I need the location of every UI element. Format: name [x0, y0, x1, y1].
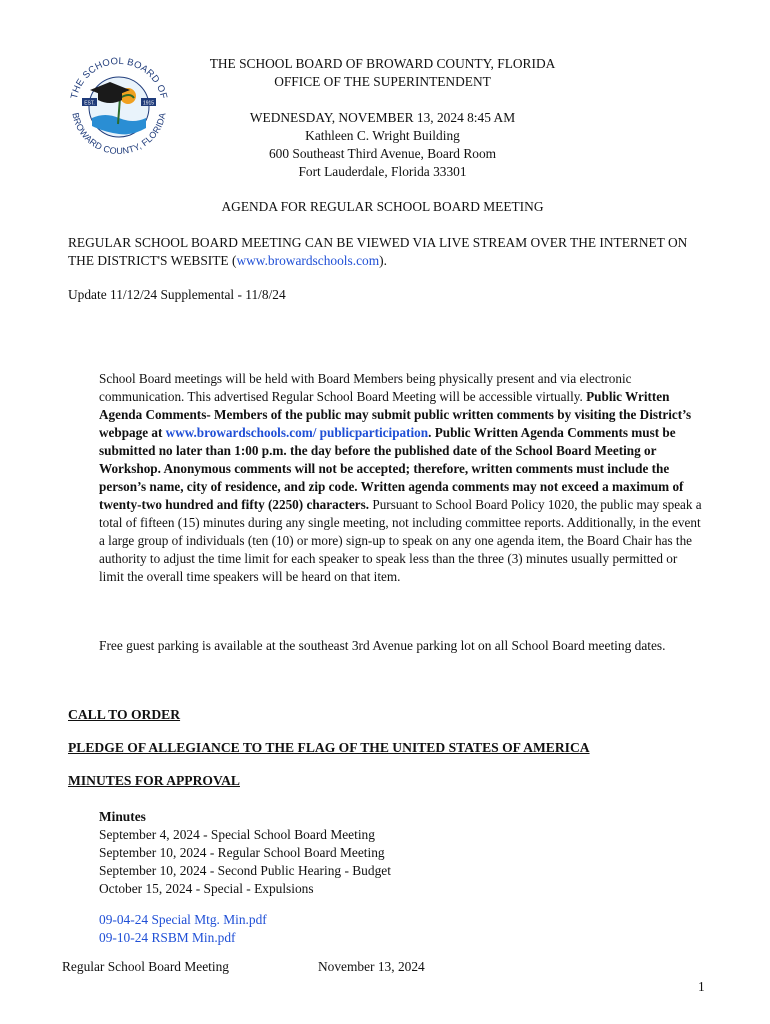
section-minutes-for-approval: MINUTES FOR APPROVAL	[68, 773, 240, 788]
minutes-item: September 10, 2024 - Second Public Hearing - Budget	[99, 863, 391, 878]
seal-ring-bottom-text: BROWARD COUNTY, FLORIDA	[70, 111, 168, 157]
seal-est-right: 1915	[142, 100, 155, 107]
header-org-name: THE SCHOOL BOARD OF BROWARD COUNTY, FLORIDA	[209, 56, 556, 71]
attachment-link[interactable]: 09-04-24 Special Mtg. Min.pdf	[99, 912, 267, 927]
public-comment-notice	[99, 370, 705, 586]
notice-intro: School Board meetings will be held with Board Members being physically present and via electronic communication. This advertised Regular School Board Meeting will be accessible virtually.	[99, 371, 632, 404]
district-website-link[interactable]: www.browardschools.com	[236, 253, 380, 268]
meeting-address-line1: 600 Southeast Third Avenue, Board Room	[268, 146, 497, 161]
livestream-text: REGULAR SCHOOL BOARD MEETING CAN BE VIEWED VIA LIVE STREAM OVER THE INTERNET ON THE DISTRICT'S WEBSITE (	[68, 235, 688, 268]
minutes-item: October 15, 2024 - Special - Expulsions	[99, 881, 314, 896]
footer-date: November 13, 2024	[318, 959, 425, 974]
section-pledge: PLEDGE OF ALLEGIANCE TO THE FLAG OF THE UNITED STATES OF AMERICA	[68, 740, 590, 755]
notice-policy: Pursuant to School Board Policy 1020, the public may speak a total of fifteen (15) minutes during any single meeting, not including committee reports. Additionally, in the event a large group of individuals (ten (10) or more) sign-up to speak on any one agenda item, the Board Chair has the authority to adjust the time limit for each speaker to speak less than the three (3) minutes usually permitted or limit the overall time speakers will be heard on that item.	[99, 497, 702, 584]
parking-notice: Free guest parking is available at the southeast 3rd Avenue parking lot on all School Board meeting dates.	[99, 638, 666, 653]
seal-ring-top-text: THE SCHOOL BOARD OF	[68, 55, 170, 101]
minutes-item: September 10, 2024 - Regular School Board Meeting	[99, 845, 385, 860]
agenda-title: AGENDA FOR REGULAR SCHOOL BOARD MEETING	[221, 199, 544, 214]
header-office: OFFICE OF THE SUPERINTENDENT	[274, 74, 491, 89]
notice-written-comments: Public Written Agenda Comments- Members of the public may submit public written comments by visiting the District’s webpage at	[99, 389, 692, 440]
seal-est-left: EST.	[84, 100, 95, 107]
livestream-notice	[68, 234, 688, 270]
livestream-text-end: ).	[379, 253, 387, 268]
minutes-attachments	[99, 911, 267, 947]
attachment-link[interactable]: 09-10-24 RSBM Min.pdf	[99, 930, 236, 945]
section-call-to-order: CALL TO ORDER	[68, 707, 181, 722]
footer-meeting-name: Regular School Board Meeting	[62, 959, 229, 974]
document-header	[160, 55, 605, 181]
page-number: 1	[698, 979, 705, 994]
minutes-item: September 4, 2024 - Special School Board Meeting	[99, 827, 375, 842]
meeting-date-time: WEDNESDAY, NOVEMBER 13, 2024 8:45 AM	[249, 110, 516, 125]
minutes-heading: Minutes	[99, 809, 146, 824]
public-participation-link[interactable]: www.browardschools.com/ publicparticipation	[165, 425, 429, 440]
meeting-address-line2: Fort Lauderdale, Florida 33301	[298, 164, 467, 179]
notice-deadline: . Public Written Agenda Comments must be submitted no later than 1:00 p.m. the day before the published date of the School Board Meeting or Workshop. Anonymous comments will not be accepted; therefore, written comments must include the person’s name, city of residence, and zip code. Written agenda comments may not exceed a maximum of twenty-two hundred and fifty (2250) characters.	[99, 425, 684, 512]
update-note: Update 11/12/24 Supplemental - 11/8/24	[68, 287, 286, 302]
minutes-block	[99, 808, 391, 898]
meeting-building: Kathleen C. Wright Building	[305, 128, 460, 143]
